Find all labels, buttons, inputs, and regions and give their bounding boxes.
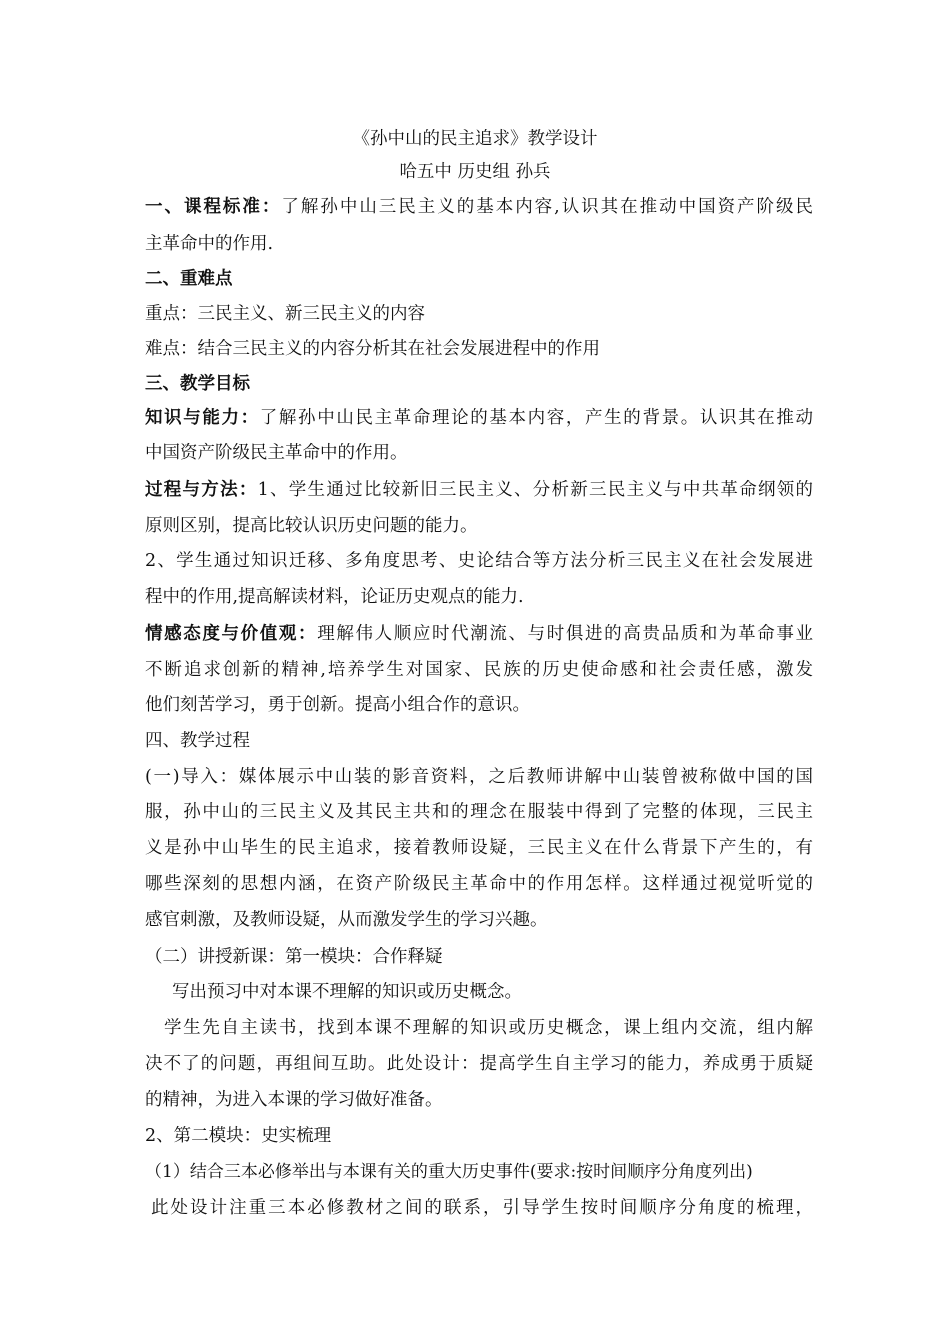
s3-process-line2: 原则区别，提高比较认识历史问题的能力。	[145, 516, 478, 536]
s3-process2-line2: 程中的作用,提高解读材料，论证历史观点的能力.	[145, 587, 524, 607]
s3-emotion-text: 理解伟人顺应时代潮流、与时俱进的高贵品质和为革命事业	[317, 624, 813, 644]
s3-heading: 三、教学目标	[145, 374, 250, 394]
s3-knowledge-text: 了解孙中山民主革命理论的基本内容，产生的背景。认识其在推动	[259, 408, 813, 428]
s4-intro-line4: 哪些深刻的思想内涵，在资产阶级民主革命中的作用怎样。这样通过视觉听觉的	[145, 874, 813, 894]
s3-process2-line1: 2、学生通过知识迁移、多角度思考、史论结合等方法分析三民主义在社会发展进	[145, 551, 813, 571]
s1-label: 一、课程标准：	[145, 197, 282, 217]
s4-module2: 2、第二模块：史实梳理	[145, 1126, 332, 1146]
s3-emotion-line1	[145, 622, 813, 646]
s4-read-line1: 学生先自主读书，找到本课不理解的知识或历史概念，课上组内交流，组内解	[164, 1018, 813, 1038]
s2-difficult-points: 难点：结合三民主义的内容分析其在社会发展进程中的作用	[145, 339, 600, 359]
s4-read-line3: 的精神，为进入本课的学习做好准备。	[145, 1090, 443, 1110]
s1-line1	[145, 195, 813, 219]
s3-process-label: 过程与方法：	[145, 480, 258, 500]
s3-emotion-line3: 他们刻苦学习，勇于创新。提高小组合作的意识。	[145, 695, 530, 715]
s4-item1-note: 此处设计注重三本必修教材之间的联系，引导学生按时间顺序分角度的梳理，	[151, 1198, 813, 1218]
s3-knowledge-line2: 中国资产阶级民主革命中的作用。	[145, 443, 408, 463]
s4-intro-line2: 服，孙中山的三民主义及其民主共和的理念在服装中得到了完整的体现，三民主	[145, 802, 813, 822]
s4-heading: 四、教学过程	[145, 731, 250, 751]
s4-new-lesson: （二）讲授新课：第一模块：合作释疑	[145, 947, 443, 967]
s1-text: 了解孙中山三民主义的基本内容,认识其在推动中国资产阶级民	[281, 197, 813, 217]
doc-author: 哈五中 历史组 孙兵	[399, 162, 551, 182]
doc-title: 《孙中山的民主追求》教学设计	[352, 129, 598, 149]
s3-process-text: 1、学生通过比较新旧三民主义、分析新三民主义与中共革命纲领的	[257, 480, 813, 500]
s3-emotion-label: 情感态度与价值观：	[145, 624, 318, 644]
s4-read-line2: 决不了的问题，再组间互助。此处设计：提高学生自主学习的能力，养成勇于质疑	[145, 1054, 813, 1074]
s4-intro-line1: (一)导入：媒体展示中山装的影音资料，之后教师讲解中山装曾被称做中国的国	[145, 767, 813, 787]
s3-process-line1	[145, 478, 813, 502]
s3-knowledge-label: 知识与能力：	[145, 408, 260, 428]
s3-emotion-line2: 不断追求创新的精神,培养学生对国家、民族的历史使命感和社会责任感，激发	[145, 660, 813, 680]
s2-heading: 二、重难点	[145, 269, 233, 289]
s4-intro-line3: 义是孙中山毕生的民主追求，接着教师设疑，三民主义在什么背景下产生的，有	[145, 838, 813, 858]
s1-line2: 主革命中的作用.	[145, 234, 274, 254]
s4-intro-line5: 感官刺激，及教师设疑，从而激发学生的学习兴趣。	[145, 910, 548, 930]
s2-key-points: 重点：三民主义、新三民主义的内容	[145, 304, 425, 324]
s4-item1: （1）结合三本必修举出与本课有关的重大历史事件(要求:按时间顺序分角度列出)	[145, 1162, 753, 1182]
s4-preview: 写出预习中对本课不理解的知识或历史概念。	[172, 982, 522, 1002]
s3-knowledge-line1	[145, 406, 813, 430]
